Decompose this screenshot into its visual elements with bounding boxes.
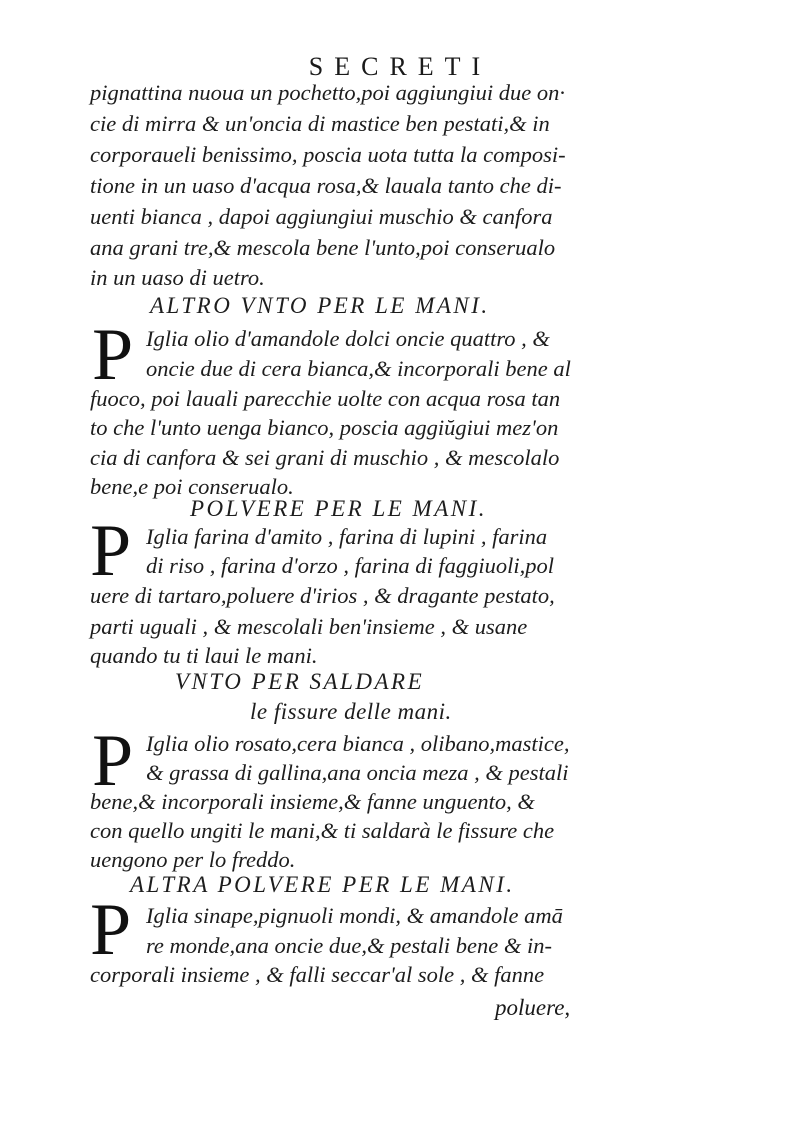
text-line: parti uguali , & mescolali ben'insieme , & usane — [90, 614, 528, 639]
drop-cap-initial: P — [90, 510, 132, 592]
text-line: uengono per lo freddo. — [90, 847, 296, 872]
text-line: uere di tartaro,poluere d'irios , & dragante pestato, — [90, 583, 555, 608]
text-line: corporaueli benissimo, poscia uota tutta la composi- — [90, 142, 566, 167]
text-line: Iglia olio d'amandole dolci oncie quattro , & — [146, 326, 550, 351]
section-heading: ALTRA POLVERE PER LE MANI. — [130, 872, 515, 897]
text-line: Iglia sinape,pignuoli mondi, & amandole amā — [146, 903, 563, 928]
text-line: oncie due di cera bianca,& incorporali bene al — [146, 356, 571, 381]
text-line: tione in un uaso d'acqua rosa,& lauala tanto che di- — [90, 173, 562, 198]
text-line: cia di canfora & sei grani di muschio , & mescolalo — [90, 445, 560, 470]
text-line: ana grani tre,& mescola bene l'unto,poi conserualo — [90, 235, 556, 260]
section-heading: ALTRO VNTO PER LE MANI. — [150, 293, 490, 318]
catchword: poluere, — [495, 995, 571, 1020]
section-heading: POLVERE PER LE MANI. — [190, 496, 487, 521]
text-line: quando tu ti laui le mani. — [90, 643, 318, 668]
text-line: con quello ungiti le mani,& ti saldarà le fissure che — [90, 818, 555, 843]
text-line: re monde,ana oncie due,& pestali bene & in- — [146, 933, 552, 958]
text-line: to che l'unto uenga bianco, poscia aggiŭgiui mez'on — [90, 415, 559, 440]
text-line: in un uaso di uetro. — [90, 265, 265, 290]
drop-cap-initial: P — [90, 889, 132, 971]
text-line: Iglia olio rosato,cera bianca , olibano,mastice, — [146, 731, 570, 756]
drop-cap-initial: P — [92, 314, 134, 396]
running-head: SECRETI — [308, 52, 492, 81]
drop-cap-initial: P — [92, 720, 134, 802]
text-line: corporali insieme , & falli seccar'al sole , & fanne — [90, 962, 545, 987]
section-subheading: le fissure delle mani. — [250, 699, 452, 724]
text-line: & grassa di gallina,ana oncia meza , & pestali — [146, 760, 569, 785]
text-line: Iglia farina d'amito , farina di lupini , farina — [146, 524, 548, 549]
text-line: bene,e poi conserualo. — [90, 474, 294, 499]
text-line: uenti bianca , dapoi aggiungiui muschio & canfora — [90, 204, 553, 229]
text-line: pignattina nuoua un pochetto,poi aggiungiui due on· — [90, 80, 565, 105]
text-line: di riso , farina d'orzo , farina di faggiuoli,pol — [146, 553, 554, 578]
section-heading: VNTO PER SALDARE — [175, 669, 425, 694]
text-line: bene,& incorporali insieme,& fanne unguento, & — [90, 789, 535, 814]
text-line: fuoco, poi lauali parecchie uolte con acqua rosa tan — [90, 386, 561, 411]
text-line: cie di mirra & un'oncia di mastice ben pestati,& in — [90, 111, 550, 136]
